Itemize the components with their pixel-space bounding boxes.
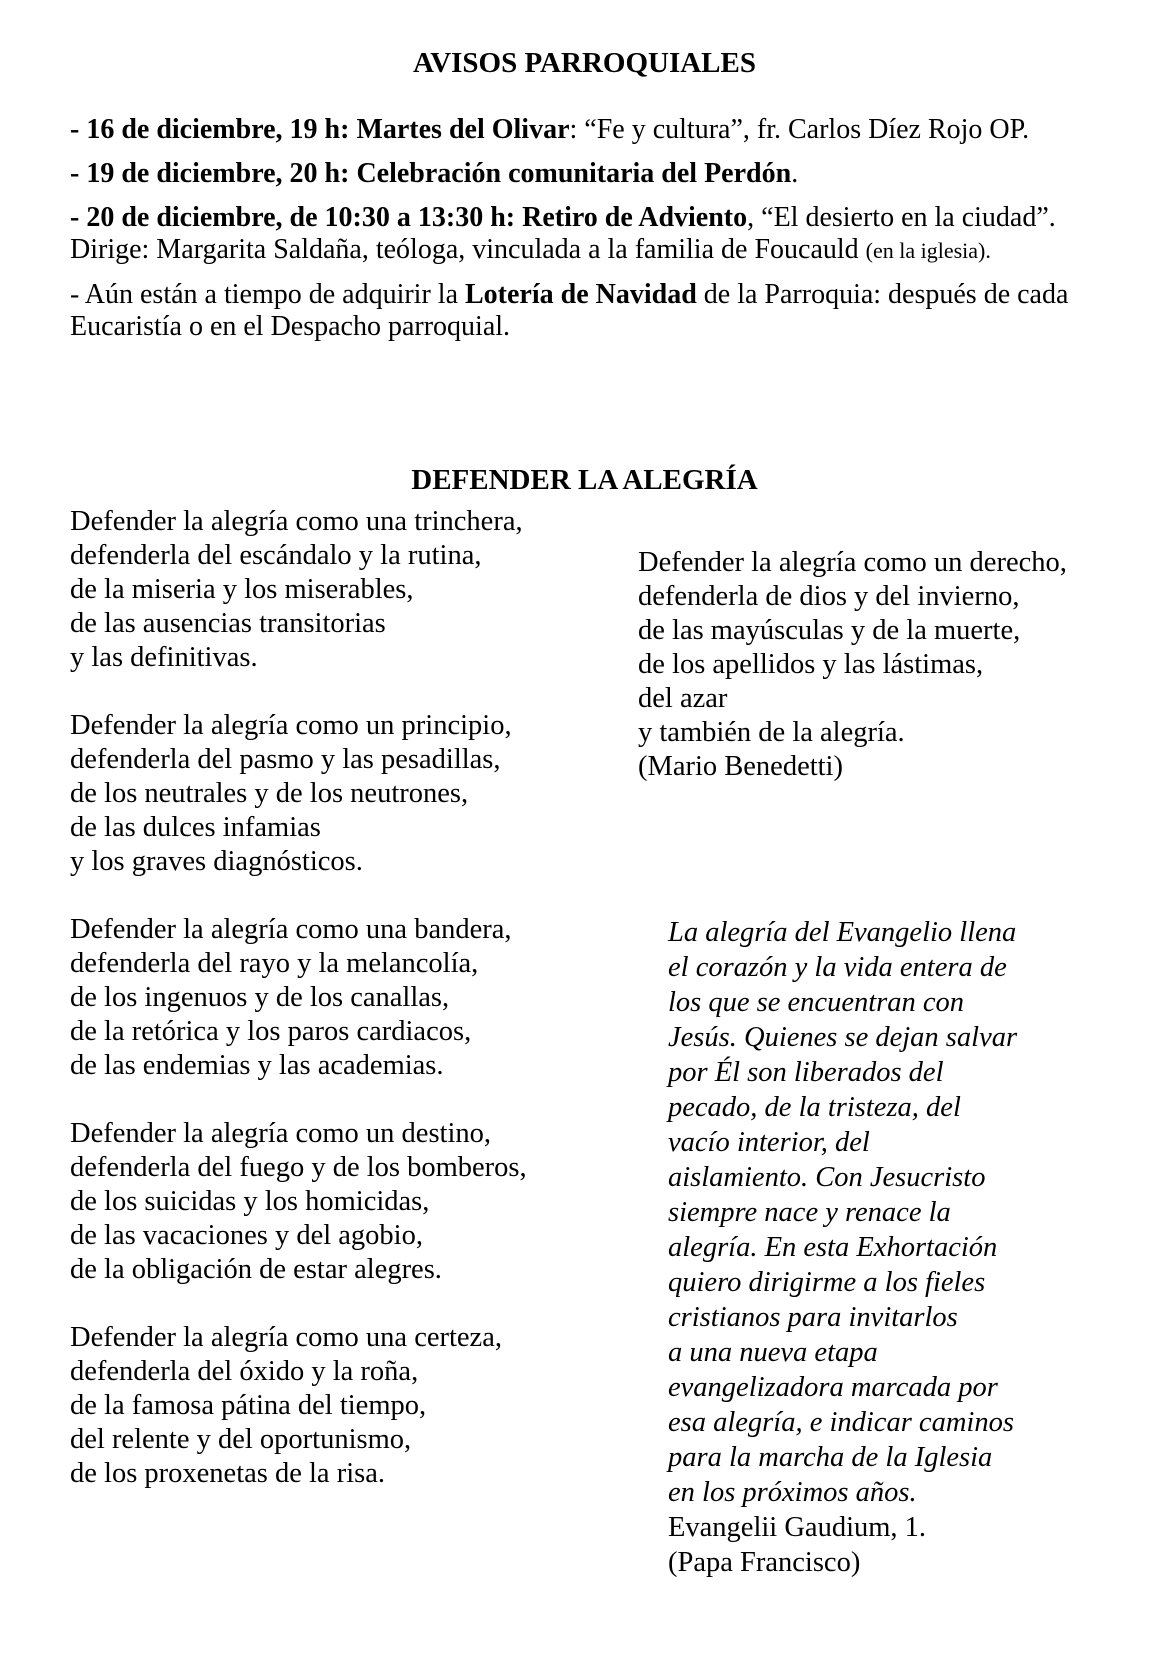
notice-item — [70, 114, 1110, 146]
poem-line: de las mayúsculas y de la muerte, — [638, 615, 1021, 646]
poem-line: y las definitivas. — [70, 642, 258, 673]
poem-stanza — [70, 1321, 630, 1491]
poem-line: de las vacaciones y del agobio, — [70, 1220, 423, 1251]
poem-line: Defender la alegría como una trinchera, — [70, 506, 523, 537]
poem-stanza — [70, 913, 630, 1083]
notice-text: : “Fe y cultura”, fr. Carlos Díez Rojo OP. — [569, 114, 1030, 145]
notice-date: - 20 de diciembre, de 10:30 a 13:30 h: Retiro de Adviento — [70, 202, 748, 233]
quote-line: a una nueva etapa — [668, 1337, 878, 1368]
poem-line: Defender la alegría como una bandera, — [70, 914, 512, 945]
poem-line: Defender la alegría como una certeza, — [70, 1322, 502, 1353]
poem-line: defenderla del óxido y la roña, — [70, 1356, 419, 1387]
quote-line: alegría. En esta Exhortación — [668, 1232, 998, 1263]
poem-line: Defender la alegría como un derecho, — [638, 547, 1067, 578]
poem-line: de los apellidos y las lástimas, — [638, 649, 984, 680]
poem-line: defenderla del fuego y de los bomberos, — [70, 1152, 527, 1183]
poem-line: Defender la alegría como un principio, — [70, 710, 512, 741]
poem-line: del azar — [638, 683, 728, 714]
poem-right-column — [638, 546, 1158, 784]
poem-line: de los suicidas y los homicidas, — [70, 1186, 430, 1217]
poem-line: de la miseria y los miserables, — [70, 574, 414, 605]
quote-line: por Él son liberados del — [668, 1057, 944, 1088]
quote-line: evangelizadora marcada por — [668, 1372, 998, 1403]
notice-date: - 19 de diciembre, 20 h: Celebración comunitaria del Perdón — [70, 158, 792, 189]
poem-line: de la famosa pátina del tiempo, — [70, 1390, 427, 1421]
poem-line: defenderla del pasmo y las pesadillas, — [70, 744, 501, 775]
quote-line: pecado, de la tristeza, del — [668, 1092, 961, 1123]
poem-line: defenderla de dios y del invierno, — [638, 581, 1020, 612]
poem-left-column — [70, 505, 630, 1525]
notice-item — [70, 279, 1110, 343]
poem-line: y los graves diagnósticos. — [70, 846, 363, 877]
poem-stanza — [70, 709, 630, 879]
notice-item — [70, 158, 1110, 190]
quote-line: en los próximos años. — [668, 1477, 917, 1508]
poem-line: defenderla del escándalo y la rutina, — [70, 540, 482, 571]
poem-line: defenderla del rayo y la melancolía, — [70, 948, 479, 979]
notice-text: - Aún están a tiempo de adquirir la — [70, 279, 465, 310]
quote-line: La alegría del Evangelio llena — [668, 917, 1017, 948]
notice-text: . — [791, 158, 799, 189]
quote-line: Jesús. Quienes se dejan salvar — [668, 1022, 1018, 1053]
poem-line: de los neutrales y de los neutrones, — [70, 778, 469, 809]
quote-line: vacío interior, del — [668, 1127, 870, 1158]
quote-line: el corazón y la vida entera de — [668, 952, 1007, 983]
poem-line: de la obligación de estar alegres. — [70, 1254, 442, 1285]
quote-line: quiero dirigirme a los fieles — [668, 1267, 986, 1298]
notices-title: AVISOS PARROQUIALES — [413, 47, 756, 79]
quote-line: para la marcha de la Iglesia — [668, 1442, 993, 1473]
poem-title: DEFENDER LA ALEGRÍA — [411, 464, 758, 496]
poem-line: de los proxenetas de la risa. — [70, 1458, 385, 1489]
notice-highlight: Lotería de Navidad — [465, 279, 697, 310]
quote-source: Evangelii Gaudium, 1. — [668, 1512, 927, 1543]
poem-line: Defender la alegría como un destino, — [70, 1118, 492, 1149]
notice-location: (en la iglesia). — [865, 238, 991, 263]
poem-line: de la retórica y los paros cardiacos, — [70, 1016, 472, 1047]
poem-line: de las dulces infamias — [70, 812, 321, 843]
poem-author: (Mario Benedetti) — [638, 751, 843, 782]
poem-line: de las endemias y las academias. — [70, 1050, 444, 1081]
quote-line: aislamiento. Con Jesucristo — [668, 1162, 986, 1193]
poem-line: de las ausencias transitorias — [70, 608, 386, 639]
quote-line: los que se encuentran con — [668, 987, 965, 1018]
notice-text: de la Parroquia: después de cada Eucaristía o en el Despacho parroquial. — [70, 279, 1069, 342]
poem-line: del relente y del oportunismo, — [70, 1424, 412, 1455]
quote-author: (Papa Francisco) — [668, 1547, 861, 1578]
poem-stanza — [70, 1117, 630, 1287]
notices-list — [70, 114, 1110, 355]
poem-line: de los ingenuos y de los canallas, — [70, 982, 450, 1013]
quote-line: esa alegría, e indicar caminos — [668, 1407, 1014, 1438]
poem-line: y también de la alegría. — [638, 717, 905, 748]
notice-date: - 16 de diciembre, 19 h: Martes del Olivar — [70, 114, 570, 145]
quote-line: cristianos para invitarlos — [668, 1302, 958, 1333]
quote-block — [668, 915, 1138, 1580]
notice-item — [70, 202, 1110, 267]
quote-line: siempre nace y renace la — [668, 1197, 951, 1228]
poem-stanza — [70, 505, 630, 675]
notice-text: , “El desierto en la ciudad”. Dirige: Margarita Saldaña, teóloga, vinculada a la familia de Foucauld — [70, 202, 1056, 265]
